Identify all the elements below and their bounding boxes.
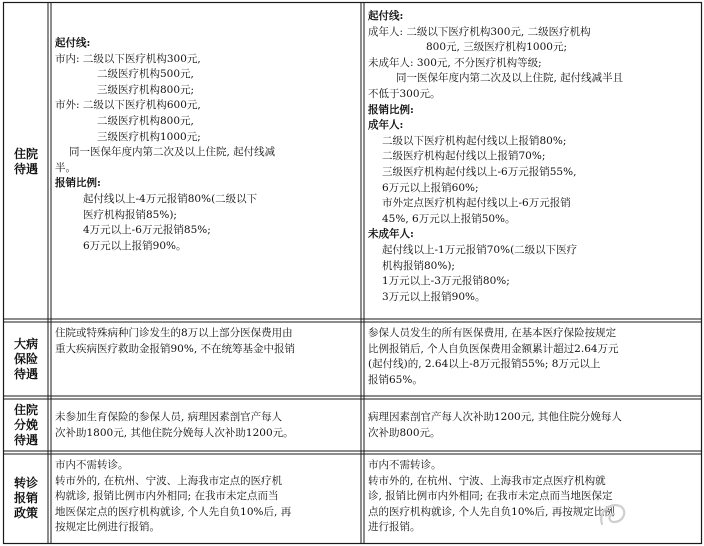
text-line: 点的医疗机构就诊, 个人先自负10%后, 再按规定比例 bbox=[368, 505, 615, 518]
text-line: 6万元以上报销90%。 bbox=[83, 239, 187, 252]
text-line: 半。 bbox=[55, 161, 76, 174]
text-line: 未成年人: 300元, 不分医疗机构等级; bbox=[368, 56, 542, 69]
cell-critical-illness-right bbox=[368, 326, 619, 388]
header-line: 报销 bbox=[13, 491, 38, 505]
text-line: 重大疾病医疗救助金报销90%, 不在统筹基金中报销 bbox=[55, 342, 296, 355]
text-line: 地医保定点的医疗机构就诊, 个人先自负10%后, 再 bbox=[55, 505, 292, 518]
row-header-critical-illness bbox=[6, 337, 46, 382]
text-line: 医疗机构报销85%); bbox=[83, 208, 177, 221]
row-header-hospitalization bbox=[6, 147, 46, 177]
text-line: 报销比例: bbox=[55, 177, 101, 190]
text-line: 成年人: bbox=[368, 119, 404, 132]
cell-childbirth-right bbox=[368, 410, 622, 441]
cell-hospitalization-left bbox=[55, 36, 275, 254]
header-line: 待遇 bbox=[13, 367, 38, 381]
text-line: 45%, 6万元以上报销50%。 bbox=[382, 212, 516, 225]
text-line: 1万元以上-3万元报销80%; bbox=[382, 275, 510, 288]
text-line: 起付线: bbox=[55, 37, 91, 49]
text-line: 构就诊, 报销比例市内外相同; 在我市未定点而当 bbox=[55, 490, 279, 503]
text-line: 3万元以上报销90%。 bbox=[382, 290, 486, 303]
text-line: 机构报销80%); bbox=[382, 259, 455, 272]
header-line: 分娩 bbox=[13, 418, 38, 432]
row-header-childbirth bbox=[6, 403, 46, 448]
cell-referral-right bbox=[368, 458, 615, 536]
header-line: 保险 bbox=[13, 352, 38, 366]
text-line: 4万元以上-6万元报销85%; bbox=[83, 224, 211, 237]
cell-referral-left bbox=[55, 458, 291, 536]
header-line: 住院 bbox=[13, 403, 38, 417]
text-line: 住院或特殊病种门诊发生的8万以上部分医保费用由 bbox=[55, 327, 293, 339]
text-line: 未成年人: bbox=[368, 228, 414, 241]
header-line: 大病 bbox=[13, 337, 38, 351]
text-line: 转市外的, 在杭州、宁波、上海我市定点医疗机构就 bbox=[368, 474, 606, 487]
text-line: 三级医疗机构1000元; bbox=[97, 130, 201, 143]
cell-hospitalization-right bbox=[368, 9, 623, 305]
text-line: 报销65%。 bbox=[368, 373, 423, 386]
text-line: 市内不需转诊。 bbox=[55, 459, 129, 471]
cell-childbirth-left bbox=[55, 410, 294, 441]
text-line: 6万元以上报销60%; bbox=[382, 181, 479, 194]
text-line: 市外定点医疗机构起付线以上-6万元报销 bbox=[382, 197, 571, 210]
header-line: 待遇 bbox=[13, 433, 38, 447]
header-line: 政策 bbox=[13, 506, 38, 520]
text-line: 按规定比例进行报销。 bbox=[55, 521, 160, 534]
text-line: 市内不需转诊。 bbox=[368, 459, 442, 471]
text-line: 转市外的, 在杭州、宁波、上海我市定点的医疗机 bbox=[55, 474, 283, 487]
text-line: 三级医疗机构800元; bbox=[97, 83, 195, 96]
text-line: 市外: 二级以下医疗机构600元, bbox=[55, 99, 201, 112]
text-line: 市内: 二级以下医疗机构300元, bbox=[55, 52, 201, 65]
text-line: 参保人员发生的所有医保费用, 在基本医疗保险按规定 bbox=[368, 327, 617, 339]
text-line: 起付线: bbox=[368, 10, 404, 22]
text-line: 二级医疗机构500元, bbox=[97, 68, 194, 81]
text-line: 二级医疗机构起付线以上报销70%; bbox=[382, 150, 546, 163]
header-line: 转诊 bbox=[13, 476, 38, 490]
text-line: 起付线以上-1万元报销70%(二级以下医疗 bbox=[382, 243, 578, 256]
row-header-referral bbox=[6, 476, 46, 521]
cell-critical-illness-left bbox=[55, 326, 295, 357]
text-line: 病理因素剖官产每人次补助1200元, 其他住院分娩每人 bbox=[368, 411, 622, 423]
text-line: 不低于300元。 bbox=[368, 87, 441, 100]
text-line: 次补助1800元, 其他住院分娩每人次补助1200元。 bbox=[55, 426, 294, 439]
text-line: 报销比例: bbox=[368, 103, 414, 116]
text-line: (起付线)的, 2.64以上-8万元报销55%; 8万元以上 bbox=[368, 358, 601, 371]
text-line: 同一医保年度内第二次及以上住院, 起付线减半且 bbox=[396, 72, 624, 85]
text-line: 同一医保年度内第二次及以上住院, 起付线减 bbox=[69, 146, 276, 159]
text-line: 次补助800元。 bbox=[368, 426, 441, 439]
text-line: 二级医疗机构800元, bbox=[97, 114, 194, 127]
text-line: 起付线以上-4万元报销80%(二级以下 bbox=[83, 192, 258, 205]
text-line: 比例报销后, 个人自负医保费用金额累计超过2.64万元 bbox=[368, 342, 619, 355]
text-line: 800元, 三级医疗机构1000元; bbox=[426, 41, 567, 54]
text-line: 成年人: 二级以下医疗机构300元, 二级医疗机构 bbox=[368, 25, 591, 38]
text-line: 三级医疗机构起付线以上-6万元报销55%, bbox=[382, 165, 577, 178]
text-line: 未参加生育保险的参保人员, 病理因素剖官产每人 bbox=[55, 411, 283, 423]
header-line: 住院 bbox=[13, 147, 38, 161]
watermark-swirl-icon bbox=[596, 498, 630, 532]
header-line: 待遇 bbox=[13, 162, 38, 176]
text-line: 二级以下医疗机构起付线以上报销80%; bbox=[382, 134, 567, 147]
text-line: 进行报销。 bbox=[368, 521, 421, 534]
text-line: 诊, 报销比例市内外相同; 在我市未定点而当地医保定 bbox=[368, 490, 613, 503]
